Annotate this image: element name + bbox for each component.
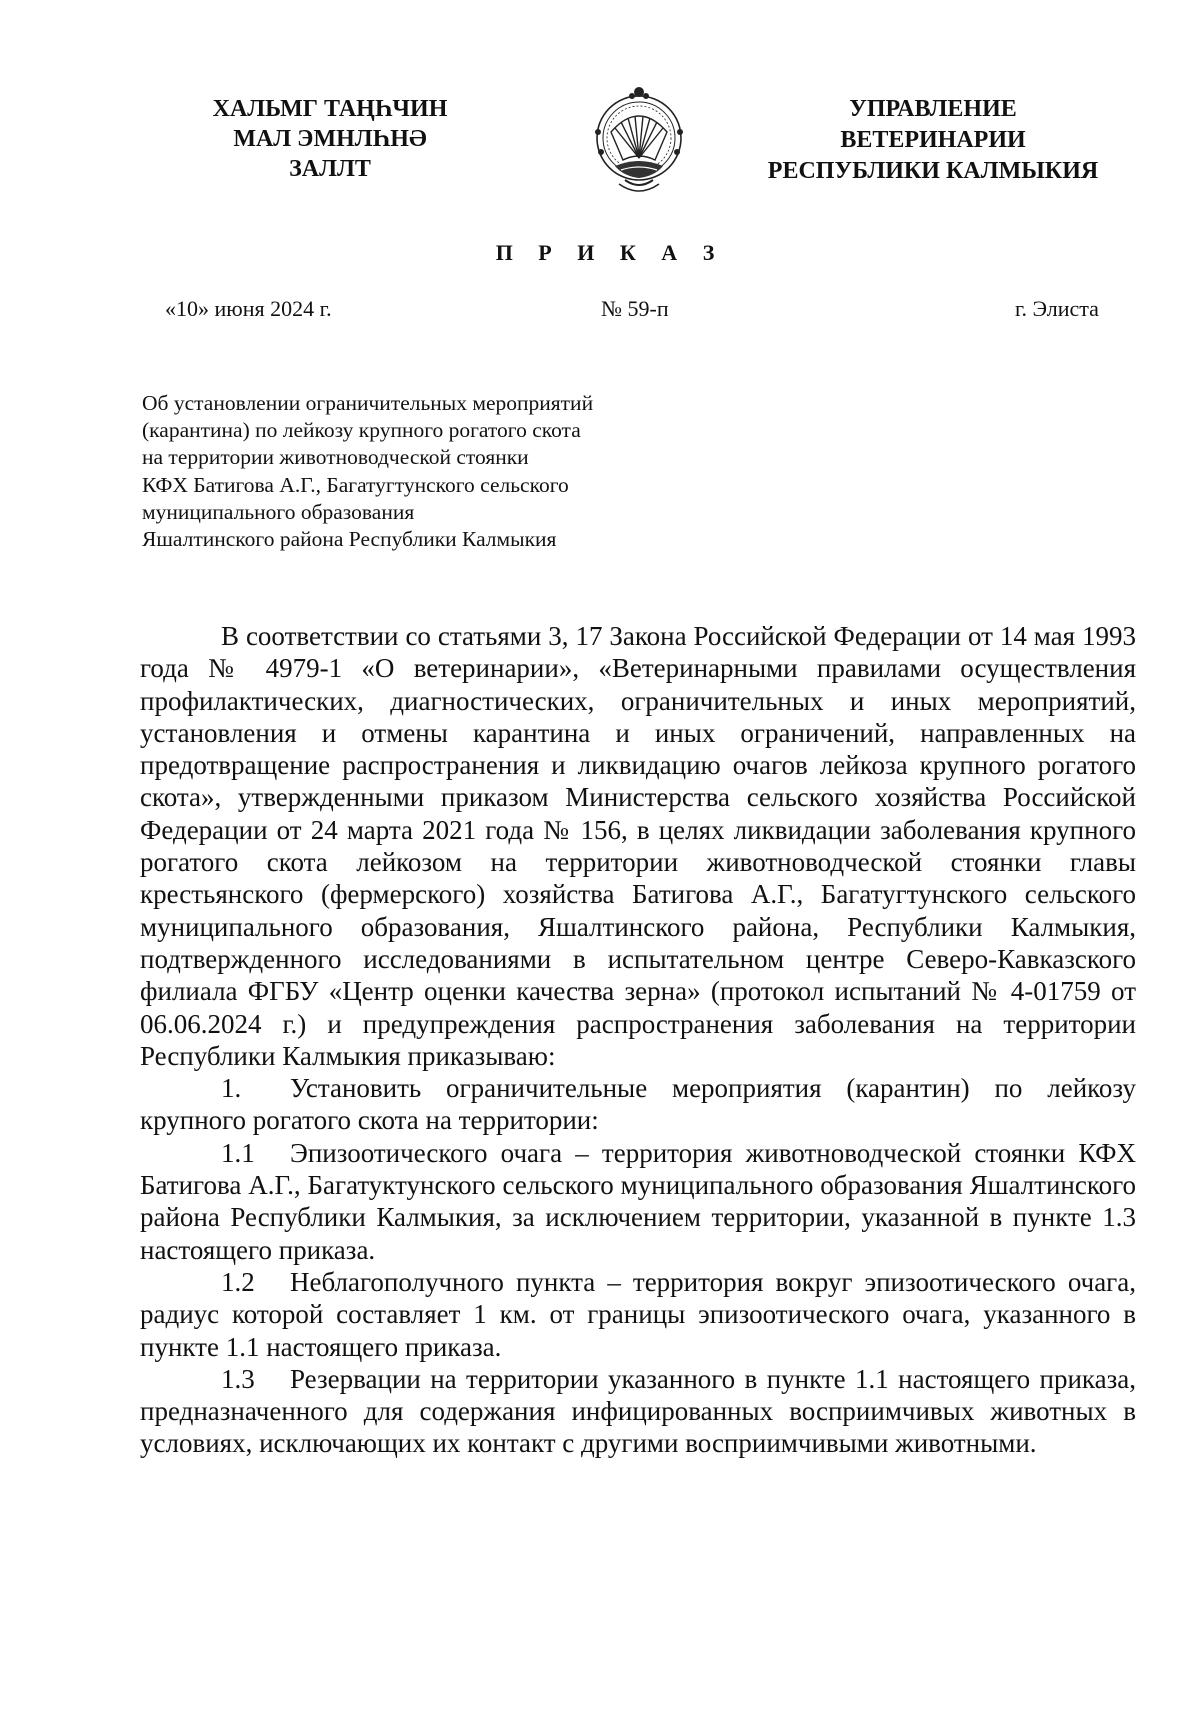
order-number: № 59-п bbox=[601, 296, 669, 321]
subject-line: на территории животноводческой стоянки bbox=[142, 445, 529, 470]
subject-line: Яшалтинского района Республики Калмыкия bbox=[142, 527, 557, 552]
order-body bbox=[140, 620, 1136, 1460]
coat-of-arms-emblem bbox=[585, 80, 693, 198]
subject-line: КФХ Батигова А.Г., Багатугтунского сельского bbox=[142, 472, 569, 497]
subject-line: муниципального образования bbox=[142, 499, 415, 524]
header-right-line-3: РЕСПУБЛИКИ КАЛМЫКИЯ bbox=[767, 158, 1099, 184]
subject-line: (карантина) по лейкозу крупного рогатого скота bbox=[142, 418, 581, 443]
item-number: 1. bbox=[221, 1073, 242, 1104]
intro-paragraph: В соответствии со статьями 3, 17 Закона Российской Федерации от 14 мая 1993 года № 4979-1 «О ветеринарии», «Ветеринарными правилами осуществления профилактических, диагностических, ограничительных и иных мероприятий, установления и отмены карантина и иных ограничений, направленных на предотвращение распространения и ликвидацию очагов лейкоза крупного рогатого скота», утвержденными приказом Министерства сельского хозяйства Российской Федерации от 24 марта 2021 года № 156, в целях ликвидации заболевания крупного рогатого скота лейкозом на территории животноводческой стоянки главы крестьянского (фермерского) хозяйства Батигова А.Г., Багатугтунского сельского муниципального образования, Яшалтинского района, Республики Калмыкия, подтвержденного исследованиями в испытательном центре Северо-Кавказского филиала ФГБУ «Центр оценки качества зерна» (протокол испытаний № 4-01759 от 06.06.2024 г.) и предупреждения распространения заболевания на территории Республики Калмыкия приказываю: bbox=[140, 621, 1136, 1071]
header-left-line-1: ХАЛЬМГ ТАҢҺЧИН bbox=[212, 96, 448, 122]
order-subject bbox=[142, 390, 702, 553]
order-city: г. Элиста bbox=[1015, 296, 1099, 321]
item-number: 1.1 bbox=[221, 1137, 255, 1168]
header-left-kalmyk bbox=[205, 94, 455, 184]
header-right-line-2: ВЕТЕРИНАРИИ bbox=[840, 127, 1026, 153]
item-number: 1.2 bbox=[221, 1266, 255, 1297]
item-text: Эпизоотического очага – территория животноводческой стоянки КФХ Батигова А.Г., Багатуктунского сельского муниципального образования Яшалтинского района Республики Калмыкия, за исключением территории, указанной в пункте 1.3 настоящего приказа. bbox=[140, 1137, 1136, 1265]
order-item-1 bbox=[140, 1072, 1136, 1137]
header-right-line-1: УПРАВЛЕНИЕ bbox=[849, 96, 1017, 122]
item-number: 1.3 bbox=[221, 1363, 255, 1394]
document-type-title: П Р И К А З bbox=[495, 240, 725, 265]
subject-line: Об установлении ограничительных мероприятий bbox=[142, 391, 594, 415]
header-left-line-2: МАЛ ЭМНЛҺНӘ bbox=[233, 126, 427, 152]
item-text: Резервации на территории указанного в пункте 1.1 настоящего приказа, предназначенного для содержания инфицированных восприимчивых животных в условиях, исключающих их контакт с другими восприимчивыми животными. bbox=[140, 1363, 1136, 1459]
item-text: Установить ограничительные мероприятия (карантин) по лейкозу крупного рогатого скота на территории: bbox=[140, 1073, 1136, 1136]
header-right-russian bbox=[748, 94, 1118, 187]
order-item-1-1 bbox=[140, 1137, 1136, 1266]
item-text: Неблагополучного пункта – территория вокруг эпизоотического очага, радиус которой составляет 1 км. от границы эпизоотического очага, указанного в пункте 1.1 настоящего приказа. bbox=[140, 1266, 1136, 1362]
order-item-1-3 bbox=[140, 1363, 1136, 1460]
order-item-1-2 bbox=[140, 1266, 1136, 1363]
order-date: «10» июня 2024 г. bbox=[165, 296, 332, 321]
header-left-line-3: ЗАЛЛТ bbox=[289, 156, 371, 182]
